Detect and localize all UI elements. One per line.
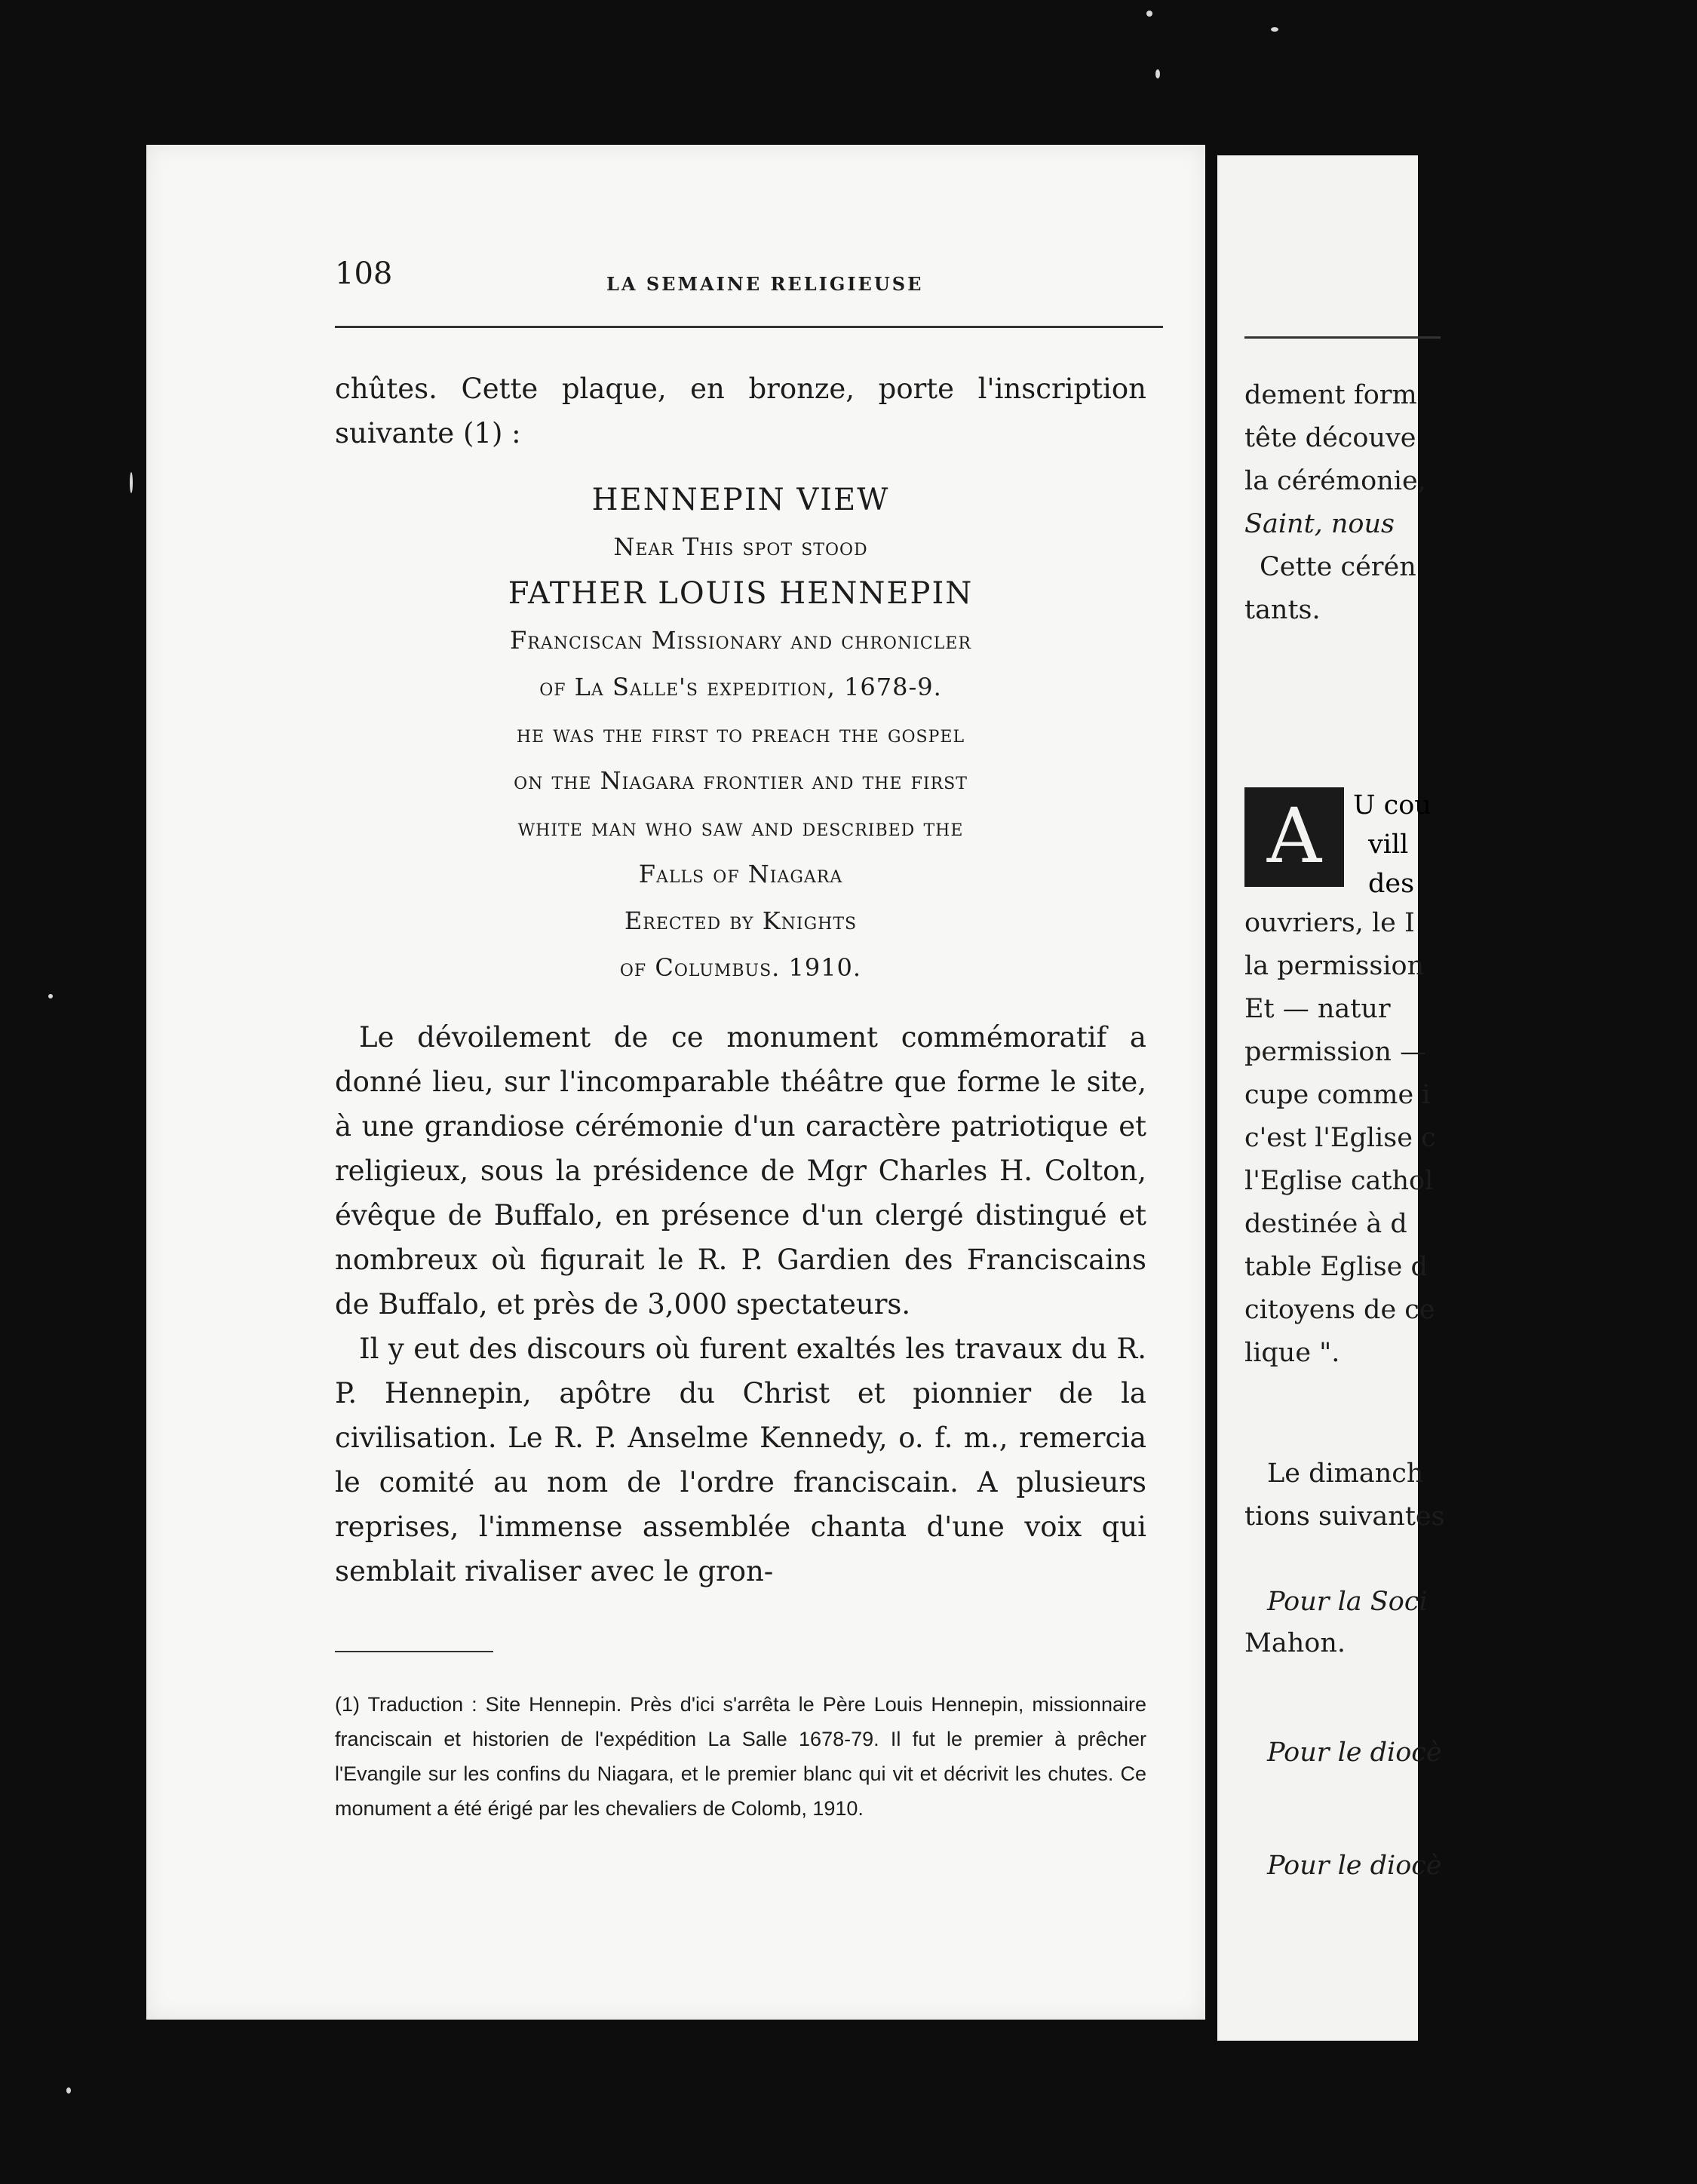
speck <box>130 472 133 493</box>
text-line: Et — natur <box>1244 994 1391 1024</box>
text-line: Le dimanch <box>1267 1459 1424 1489</box>
inscription-line: he was the first to preach the gospel <box>516 719 965 748</box>
text-line: Pour le diocè <box>1267 1851 1442 1881</box>
text-line: citoyens de ce <box>1244 1295 1435 1325</box>
text-line: tions suivantes <box>1244 1502 1445 1532</box>
running-head <box>335 256 1146 302</box>
dropcap: A <box>1244 787 1344 887</box>
right-page-top-text <box>1244 374 1697 632</box>
inscription-line: white man who saw and described the <box>517 813 964 842</box>
text-line: tête découve <box>1244 423 1416 453</box>
text-line: c'est l'Eglise c <box>1244 1123 1436 1153</box>
speck <box>1271 27 1278 32</box>
text-line: cupe comme i <box>1244 1080 1431 1110</box>
right-page-body-text <box>1244 902 1697 1375</box>
speck <box>66 2087 71 2094</box>
inscription-line: Erected by Knights <box>624 906 858 935</box>
text-line: Pour le diocè <box>1267 1738 1442 1768</box>
inscription <box>335 477 1146 991</box>
paragraph: Il y eut des discours où furent exaltés les travaux du R. P. Hennepin, apôtre du Christ et pionnier de la civilisation. Le R. P. Anselme Kennedy, o. f. m., remercia le comité au nom de l'ordre franciscain. A plusieurs reprises, l'immense assemblée chanta d'une voix qui semblait rivaliser avec le gron- <box>335 1333 1146 1587</box>
text-line: la permission <box>1244 951 1425 981</box>
text-line: Pour la Soci <box>1267 1587 1428 1617</box>
page-number: 108 <box>335 256 393 291</box>
text-line: la cérémonie, <box>1244 466 1426 496</box>
text-line: U cou <box>1353 790 1432 821</box>
text-line: permission — <box>1244 1037 1427 1067</box>
dropcap-lines <box>1353 786 1432 903</box>
text-line: Mahon. <box>1244 1628 1346 1658</box>
speck <box>48 994 53 998</box>
right-page-italic-line <box>1244 1581 1697 1624</box>
paragraph: Le dévoilement de ce monument commémoratif a donné lieu, sur l'incomparable théâtre que forme le site, à une grandiose cérémonie d'un caractère patriotique et religieux, sous la présidence de Mgr Charles H. Colton, évêque de Buffalo, en présence d'un clergé distingué et nombreux où figurait le R. P. Gardien des Franciscains de Buffalo, et près de 3,000 spectateurs. <box>335 1021 1146 1321</box>
intro-line: chûtes. Cette plaque, en bronze, porte l'inscription suivante (1) : <box>335 373 1146 449</box>
text-line: tants. <box>1244 595 1321 625</box>
inscription-line: of La Salle's expedition, 1678-9. <box>539 673 942 701</box>
right-page-lower-text <box>1244 1452 1697 1538</box>
text-line: des <box>1368 869 1415 899</box>
right-page <box>1217 155 1445 2041</box>
footnote: (1) Traduction : Site Hennepin. Près d'ici s'arrêta le Père Louis Hennepin, missionnaire franciscain et historien de l'expédition La Salle 1678-79. Il fut le premier à prêcher l'Evangile sur les confins du Niagara, et le premier blanc qui vit et décrivit les chutes. Ce monument a été érigé par les chevaliers de Colomb, 1910. <box>335 1693 1146 1820</box>
text-line: Saint, nous <box>1244 509 1395 539</box>
text-line: destinée à d <box>1244 1209 1407 1239</box>
inscription-line: Near This spot stood <box>613 532 868 561</box>
left-page-content <box>335 256 1146 1826</box>
text-line: lique ". <box>1244 1338 1340 1368</box>
running-title: LA SEMAINE RELIGIEUSE <box>606 273 924 295</box>
inscription-line: on the Niagara frontier and the first <box>514 766 968 795</box>
text-line: dement form <box>1244 380 1417 410</box>
text-line: ouvriers, le I <box>1244 908 1415 938</box>
speck <box>1155 69 1160 78</box>
text-line: Cette cérén <box>1260 552 1416 582</box>
inscription-line: of Columbus. 1910. <box>619 953 862 982</box>
speck <box>1146 11 1152 17</box>
right-page-italic-line <box>1244 1732 1697 1774</box>
inscription-line: Franciscan Missionary and chronicler <box>510 626 971 655</box>
inscription-line: FATHER LOUIS HENNEPIN <box>508 576 974 611</box>
text-line: vill <box>1368 830 1409 860</box>
footnote-rule <box>335 1651 493 1652</box>
inscription-line: Falls of Niagara <box>638 860 843 888</box>
text-line: table Eglise d <box>1244 1252 1428 1282</box>
text-line: l'Eglise cathol <box>1244 1166 1434 1196</box>
right-page-mahon <box>1244 1622 1697 1665</box>
inscription-line: HENNEPIN VIEW <box>591 483 890 517</box>
header-rule <box>1244 336 1441 339</box>
right-page-italic-line <box>1244 1845 1697 1888</box>
